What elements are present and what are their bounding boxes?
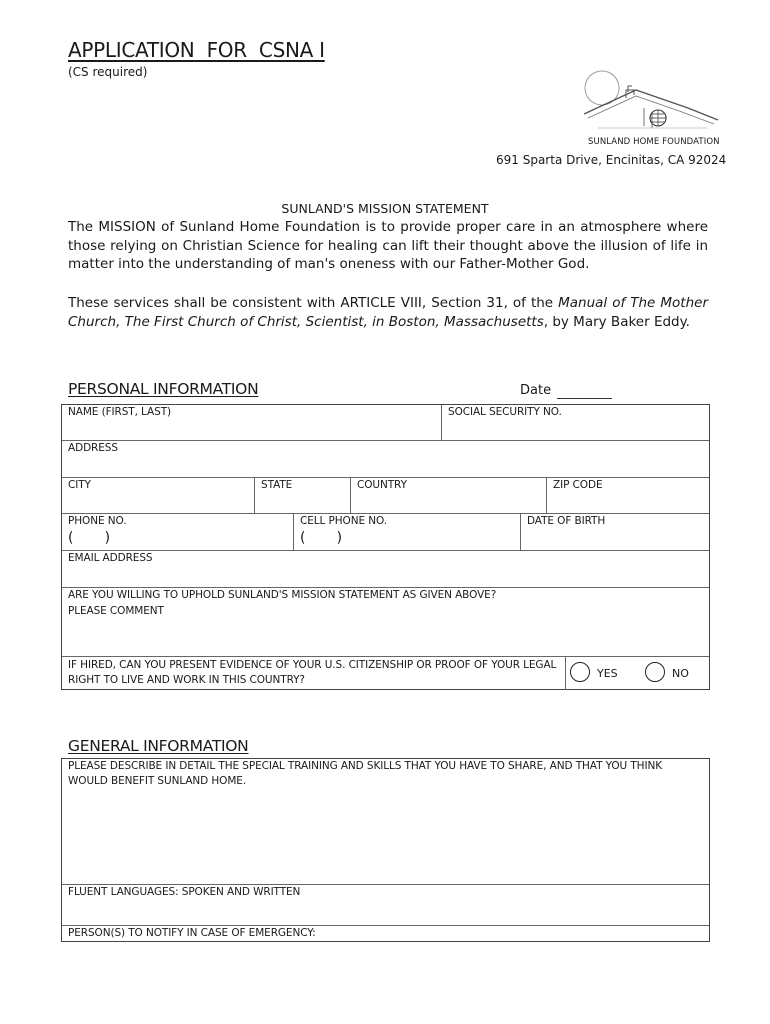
dob-field-label: DATE OF BIRTH [527, 515, 606, 527]
no-label: NO [672, 667, 689, 680]
column-divider [293, 514, 294, 550]
city-field-label: CITY [68, 479, 91, 491]
logo-text: SUNLAND HOME FOUNDATION [588, 137, 720, 147]
column-divider [520, 514, 521, 550]
column-divider [565, 657, 566, 690]
mission-heading: SUNLAND'S MISSION STATEMENT [281, 201, 489, 216]
email-field-label: EMAIL ADDRESS [68, 552, 153, 564]
column-divider [254, 478, 255, 513]
state-field-label: STATE [261, 479, 293, 491]
languages-label: FLUENT LANGUAGES: SPOKEN AND WRITTEN [68, 886, 301, 898]
article-text-start: These services shall be consistent with ARTICLE VIII, Section 31, of the [68, 295, 559, 311]
cell-phone-area-code[interactable]: ( ) [300, 530, 343, 546]
address-field-label: ADDRESS [68, 442, 118, 454]
no-radio[interactable] [645, 662, 665, 682]
personal-information-heading: PERSONAL INFORMATION [68, 380, 259, 398]
page-title: APPLICATION FOR CSNA I [68, 38, 325, 62]
page-subtitle: (CS required) [68, 65, 148, 79]
phone-area-code[interactable]: ( ) [68, 530, 111, 546]
article-paragraph [68, 294, 708, 331]
date-field[interactable] [557, 398, 612, 399]
foundation-address: 691 Sparta Drive, Encinitas, CA 92024 [496, 153, 727, 167]
column-divider [546, 478, 547, 513]
yes-radio[interactable] [570, 662, 590, 682]
row-divider [62, 440, 709, 441]
phone-field-label: PHONE NO. [68, 515, 127, 527]
row-divider [62, 656, 709, 657]
emergency-contact-label: PERSON(S) TO NOTIFY IN CASE OF EMERGENCY: [68, 927, 316, 939]
article-text-end: , by Mary Baker Eddy. [543, 313, 690, 330]
date-label: Date [520, 383, 552, 398]
cell-phone-field-label: CELL PHONE NO. [300, 515, 387, 527]
zip-field-label: ZIP CODE [553, 479, 603, 491]
country-field-label: COUNTRY [357, 479, 407, 491]
citizenship-question-label: IF HIRED, CAN YOU PRESENT EVIDENCE OF YOUR U.S. CITIZENSHIP OR PROOF OF YOUR LEGAL RIGHT TO LIVE AND WORK IN THIS COUNTRY? [68, 659, 557, 686]
mission-paragraph: The MISSION of Sunland Home Foundation is to provide proper care in an atmosphere where those relying on Christian Science for healing can lift their thought above the illusion of life in matter into the understanding of man's oneness with our Father-Mother God. [68, 219, 708, 272]
training-skills-label: PLEASE DESCRIBE IN DETAIL THE SPECIAL TRAINING AND SKILLS THAT YOU HAVE TO SHARE, AND THAT YOU THINK WOULD BENEFIT SUNLAND HOME. [68, 760, 663, 787]
ssn-field-label: SOCIAL SECURITY NO. [448, 406, 562, 418]
manual-title: Manual of The Mother Church, The First Church of Christ, Scientist, in Boston, Massachusetts [68, 295, 708, 330]
row-divider [62, 550, 709, 551]
mission-question-label: ARE YOU WILLING TO UPHOLD SUNLAND'S MISSION STATEMENT AS GIVEN ABOVE? [68, 589, 497, 601]
personal-information-form [61, 404, 710, 690]
general-information-heading: GENERAL INFORMATION [68, 737, 249, 755]
column-divider [441, 405, 442, 440]
name-field-label: NAME (FIRST, LAST) [68, 406, 172, 418]
column-divider [350, 478, 351, 513]
mission-comment-label: PLEASE COMMENT [68, 605, 164, 617]
yes-label: YES [597, 667, 618, 680]
